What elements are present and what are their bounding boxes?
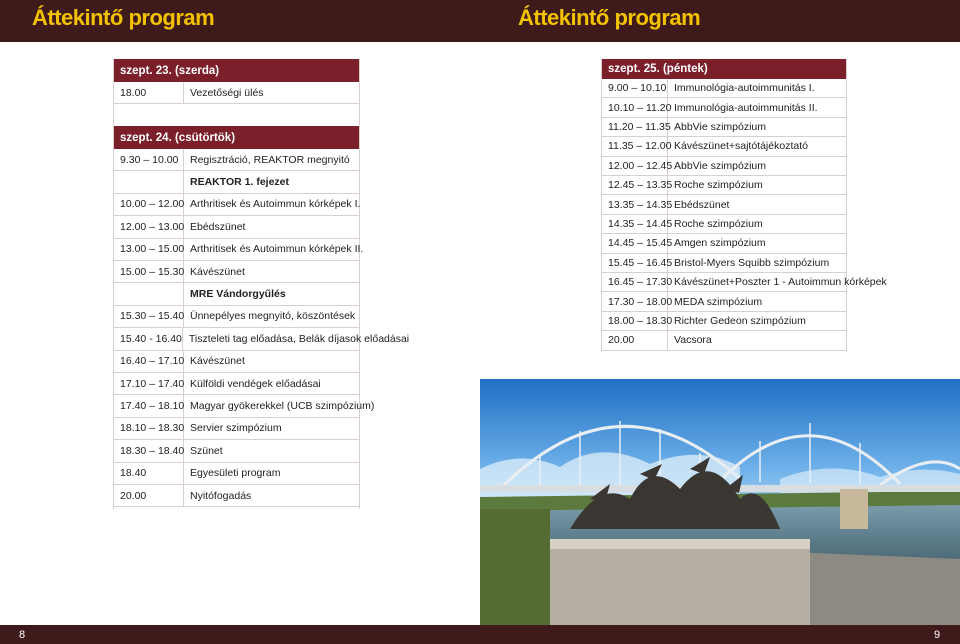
schedule-row: [602, 273, 887, 292]
left-page-number: 8: [19, 629, 26, 641]
schedule-row: [114, 395, 375, 417]
schedule-time: 18.10 – 18.30: [114, 418, 184, 439]
schedule-time: 18.30 – 18.40: [114, 440, 184, 461]
schedule-label: Ebédszünet: [190, 220, 246, 233]
schedule-row: [114, 440, 359, 462]
schedule-label: Kávészünet: [190, 265, 245, 278]
schedule-time: 16.45 – 17.30: [602, 273, 668, 291]
schedule-time: [114, 283, 184, 304]
day-heading: [114, 126, 359, 149]
schedule-time: 17.10 – 17.40: [114, 373, 184, 394]
schedule-label: Bristol-Myers Squibb szimpózium: [674, 256, 830, 269]
bridge-pier: [840, 489, 868, 529]
schedule-time: 9.30 – 10.00: [114, 149, 184, 170]
schedule-row: [114, 149, 359, 171]
schedule-row: [602, 234, 846, 253]
schedule-row: [114, 351, 359, 373]
right-schedule-table: [601, 59, 887, 352]
schedule-label: MRE Vándorgyűlés: [190, 288, 286, 301]
schedule-row: [114, 239, 364, 261]
schedule-time: 12.45 – 13.35: [602, 176, 668, 194]
footer-bar: [0, 625, 960, 644]
schedule-time: [114, 171, 184, 192]
schedule-label: Amgen szimpózium: [674, 237, 766, 250]
left-schedule-table: [113, 59, 410, 509]
schedule-row: [602, 331, 846, 350]
schedule-time: 16.40 – 17.10: [114, 351, 184, 372]
schedule-time: 11.35 – 12.00: [602, 137, 668, 155]
schedule-label: Arthritisek és Autoimmun kórképek II.: [190, 243, 364, 256]
schedule-row: [114, 216, 359, 238]
schedule-row: [602, 292, 846, 311]
schedule-row: [602, 176, 846, 195]
day-heading-text: szept. 25. (péntek): [608, 63, 708, 75]
tree-left: [480, 509, 550, 625]
day-heading: [114, 59, 359, 82]
schedule-time: 18.40: [114, 463, 184, 484]
schedule-label: Kávészünet+sajtótájékoztató: [674, 140, 808, 153]
schedule-row: [602, 254, 846, 273]
schedule-label: Kávészünet: [190, 355, 245, 368]
schedule-row: [602, 118, 846, 137]
schedule-label: Servier szimpózium: [190, 422, 282, 435]
schedule-row: [602, 195, 846, 214]
schedule-label: Roche szimpózium: [674, 217, 763, 230]
schedule-label: MEDA szimpózium: [674, 295, 763, 308]
schedule-row: [602, 312, 846, 331]
schedule-label: Immunológia-autoimmunitás II.: [674, 101, 818, 114]
schedule-row: [602, 98, 846, 117]
schedule-row: [114, 328, 410, 350]
schedule-time: 15.45 – 16.45: [602, 254, 668, 272]
monument-plinth: [530, 539, 810, 625]
schedule-time: 18.00: [114, 82, 184, 103]
schedule-label: Egyesületi program: [190, 467, 281, 480]
schedule-label: Külföldi vendégek előadásai: [190, 377, 321, 390]
schedule-label: Tiszteleti tag előadása, Belák díjasok előadásai: [188, 332, 410, 345]
schedule-row: [114, 82, 359, 104]
schedule-row: [114, 194, 359, 216]
schedule-label: Szünet: [190, 444, 223, 457]
schedule-row: [114, 261, 359, 283]
schedule-time: 20.00: [114, 485, 184, 506]
schedule-label: AbbVie szimpózium: [674, 159, 767, 172]
bridge-photo: [480, 379, 960, 625]
right-page-number: 9: [934, 629, 941, 641]
section-row: [114, 283, 359, 305]
schedule-label: Arthritisek és Autoimmun kórképek I.: [190, 198, 361, 211]
section-row: [114, 171, 359, 193]
schedule-row: [114, 463, 359, 485]
day-heading: [602, 59, 846, 79]
schedule-time: 11.20 – 11.35: [602, 118, 668, 136]
schedule-label: Nyitófogadás: [190, 489, 252, 502]
schedule-label: Ünnepélyes megnyitó, köszöntések: [190, 310, 356, 323]
schedule-time: 13.00 – 15.00: [114, 239, 184, 260]
schedule-time: 12.00 – 13.00: [114, 216, 184, 237]
schedule-row: [114, 418, 359, 440]
schedule-label: Richter Gedeon szimpózium: [674, 314, 806, 327]
schedule-row: [602, 215, 846, 234]
right-page-title: Áttekintő program: [518, 5, 701, 30]
schedule-time: 17.30 – 18.00: [602, 292, 668, 310]
day-heading-text: szept. 23. (szerda): [120, 64, 220, 77]
schedule-time: 10.00 – 12.00: [114, 194, 184, 215]
schedule-time: 9.00 – 10.10: [602, 79, 668, 97]
schedule-label: Roche szimpózium: [674, 179, 763, 192]
schedule-label: Ebédszünet: [674, 198, 730, 211]
schedule-row: [602, 137, 846, 156]
schedule-label: AbbVie szimpózium: [674, 120, 767, 133]
left-page-title: Áttekintő program: [32, 5, 215, 30]
schedule-label: Vezetőségi ülés: [190, 86, 264, 99]
schedule-row: [602, 157, 846, 176]
schedule-time: 20.00: [602, 331, 668, 349]
schedule-time: 14.45 – 15.45: [602, 234, 668, 252]
schedule-label: Vacsora: [674, 334, 712, 347]
schedule-label: Kávészünet+Poszter 1 - Autoimmun kórképek: [674, 276, 887, 289]
schedule-time: 15.00 – 15.30: [114, 261, 184, 282]
schedule-time: 15.40 - 16.40: [114, 328, 183, 349]
schedule-label: REAKTOR 1. fejezet: [190, 176, 289, 189]
schedule-label: Regisztráció, REAKTOR megnyitó: [190, 153, 350, 166]
schedule-time: 17.40 – 18.10: [114, 395, 184, 416]
schedule-time: 15.30 – 15.40: [114, 306, 184, 327]
day-heading-text: szept. 24. (csütörtök): [120, 131, 236, 144]
schedule-time: 18.00 – 18.30: [602, 312, 668, 330]
schedule-label: Immunológia-autoimmunitás I.: [674, 82, 815, 95]
schedule-time: 12.00 – 12.45: [602, 157, 668, 175]
schedule-row: [114, 373, 359, 395]
schedule-label: Magyar gyökerekkel (UCB szimpózium): [190, 400, 375, 413]
schedule-row: [114, 485, 359, 507]
schedule-row: [114, 306, 359, 328]
schedule-time: 14.35 – 14.45: [602, 215, 668, 233]
schedule-time: 10.10 – 11.20: [602, 98, 668, 116]
schedule-row: [602, 79, 846, 98]
schedule-time: 13.35 – 14.35: [602, 195, 668, 213]
